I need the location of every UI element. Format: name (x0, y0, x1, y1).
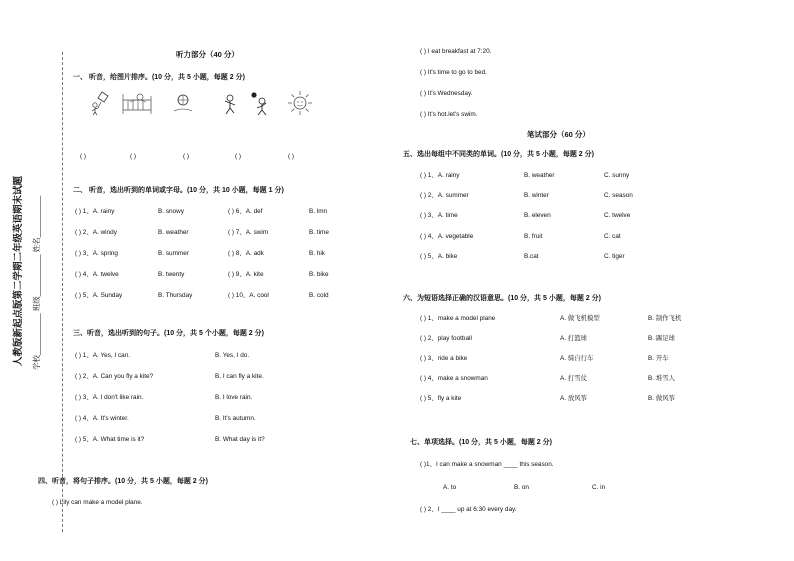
s2-item: ( ) 9、A. kite (228, 271, 264, 278)
s2-option-b: B. snowy (158, 208, 184, 215)
s2-item: ( ) 5、A. Sunday (75, 292, 123, 299)
picture-answer-bracket[interactable]: ( ) (235, 153, 242, 160)
s5-option-b: B. eleven (524, 212, 551, 219)
kite-picture (86, 90, 114, 116)
section-4-heading: 四、听音，将句子排序。(10 分，共 5 小题，每题 2 分) (38, 478, 208, 485)
section-1-heading: 一、 听音，给图片排序。(10 分，共 5 小题，每题 2 分) (73, 74, 245, 81)
s2-option-b: B. hik (309, 250, 325, 257)
s2-item: ( ) 7、A. swim (228, 229, 269, 236)
s6-item: ( ) 3、ride a bike (420, 355, 468, 362)
s5-option-c: C. sunny (604, 172, 630, 179)
s3-item: ( ) 2、A. Can you fly a kite? (75, 373, 154, 380)
s2-option-b: B. cold (309, 292, 329, 299)
s2-option-b: B. summer (158, 250, 189, 257)
section-5-heading: 五、选出每组中不同类的单词。(10 分，共 5 小题，每题 2 分) (403, 151, 594, 158)
s2-item: ( ) 2、A. windy (75, 229, 117, 236)
s6-option-a: A. 打雪仗 (560, 375, 587, 382)
s4-item: ( ) It's hot.let's swim. (420, 111, 478, 118)
s2-item: ( ) 1、A. rainy (75, 208, 115, 215)
s7-question: ( )1、I can make a snowman ____ this season. (420, 461, 554, 468)
s2-option-b: B. lmn (309, 208, 328, 215)
kids-playing-picture (220, 90, 270, 116)
student-info-fields: 学校__________ 班级__________ 姓名__________ (32, 195, 41, 370)
s7-option-a: A. to (443, 484, 457, 491)
s5-option-b: B. weather (524, 172, 555, 179)
picture-answer-bracket[interactable]: ( ) (183, 153, 190, 160)
s2-option-b: B. weather (158, 229, 189, 236)
s5-option-c: C. tiger (604, 253, 625, 260)
s2-item: ( ) 8、A. adk (228, 250, 264, 257)
s4-item: ( ) I eat breakfast at 7:20. (420, 48, 492, 55)
s6-item: ( ) 5、fly a kite (420, 395, 462, 402)
s6-option-b: B. 做风筝 (648, 395, 675, 402)
s6-option-b: B. 踢足球 (648, 335, 675, 342)
s3-option-b: B. Yes, I do. (215, 352, 250, 359)
written-section-title: 笔试部分（60 分） (527, 130, 590, 139)
s3-item: ( ) 1、A. Yes, I can. (75, 352, 131, 359)
s6-option-b: B. 制作飞机 (648, 315, 682, 322)
exam-title-vertical: 人教版新起点版第二学期二年级英语期末试题 (13, 175, 24, 366)
s5-item: ( ) 5、A. bike (420, 253, 458, 260)
s6-option-a: A. 打篮球 (560, 335, 587, 342)
s4-item: ( ) It's time to go to bed. (420, 69, 487, 76)
s5-item: ( ) 3、A. time (420, 212, 458, 219)
sun-picture (287, 90, 313, 116)
s5-option-c: C. cat (604, 233, 621, 240)
s5-option-c: C. season (604, 192, 633, 199)
s6-item: ( ) 1、make a model plane (420, 315, 496, 322)
s2-item: ( ) 3、A. spring (75, 250, 118, 257)
section-2-heading: 二、 听音，选出听到的单词或字母。(10 分，共 10 小题，每题 1 分) (73, 187, 284, 194)
football-picture (170, 90, 196, 116)
s7-option-b: B. on (514, 484, 529, 491)
s6-option-b: B. 开车 (648, 355, 669, 362)
listening-section-title: 听力部分（40 分） (176, 50, 239, 59)
s4-item: ( ) Lily can make a model plane. (52, 499, 143, 506)
s2-item: ( ) 6、A. def (228, 208, 263, 215)
baby-bed-picture (120, 90, 154, 116)
s7-option-c: C. in (592, 484, 606, 491)
s5-item: ( ) 1、A. rainy (420, 172, 460, 179)
s6-item: ( ) 4、make a snowman (420, 375, 488, 382)
s6-option-a: A. 骑自行车 (560, 355, 594, 362)
s3-option-b: B. It's autumn. (215, 415, 256, 422)
s5-option-c: C. twelve (604, 212, 631, 219)
picture-answer-bracket[interactable]: ( ) (288, 153, 295, 160)
s5-item: ( ) 2、A. summer (420, 192, 469, 199)
s6-option-a: A. 放风筝 (560, 395, 587, 402)
s7-question: ( ) 2、I ____ up at 6:30 every day. (420, 506, 517, 513)
s2-option-b: B. time (309, 229, 329, 236)
s3-option-b: B. I can fly a kite. (215, 373, 264, 380)
s3-option-b: B. What day is it? (215, 436, 265, 443)
s2-option-b: B. Thursday (158, 292, 193, 299)
section-7-heading: 七、单项选择。(10 分，共 5 小题，每题 2 分) (410, 439, 552, 446)
s5-option-b: B.cat (524, 253, 539, 260)
s2-item: ( ) 10、A. cool (228, 292, 269, 299)
picture-answer-bracket[interactable]: ( ) (130, 153, 137, 160)
s4-item: ( ) It's Wednesday. (420, 90, 473, 97)
s5-item: ( ) 4、A. vegetable (420, 233, 474, 240)
s3-item: ( ) 5、A. What time is it? (75, 436, 145, 443)
picture-answer-bracket[interactable]: ( ) (80, 153, 87, 160)
s2-item: ( ) 4、A. twelve (75, 271, 119, 278)
s6-option-b: B. 堆雪人 (648, 375, 675, 382)
s3-option-b: B. I love rain. (215, 394, 253, 401)
s5-option-b: B. winter (524, 192, 549, 199)
binding-line (62, 52, 63, 532)
section-6-heading: 六、为短语选择正确的汉语意思。(10 分，共 5 小题，每题 2 分) (403, 295, 601, 302)
s3-item: ( ) 3、A. I don't like rain. (75, 394, 144, 401)
s3-item: ( ) 4、A. It's winter. (75, 415, 129, 422)
s5-option-b: B. fruit (524, 233, 543, 240)
s6-item: ( ) 2、play football (420, 335, 472, 342)
s6-option-a: A. 做飞机模型 (560, 315, 600, 322)
s2-option-b: B. twenty (158, 271, 185, 278)
section-3-heading: 三、听音，选出听到的句子。(10 分，共 5 个小题，每题 2 分) (73, 330, 264, 337)
s2-option-b: B. bike (309, 271, 329, 278)
